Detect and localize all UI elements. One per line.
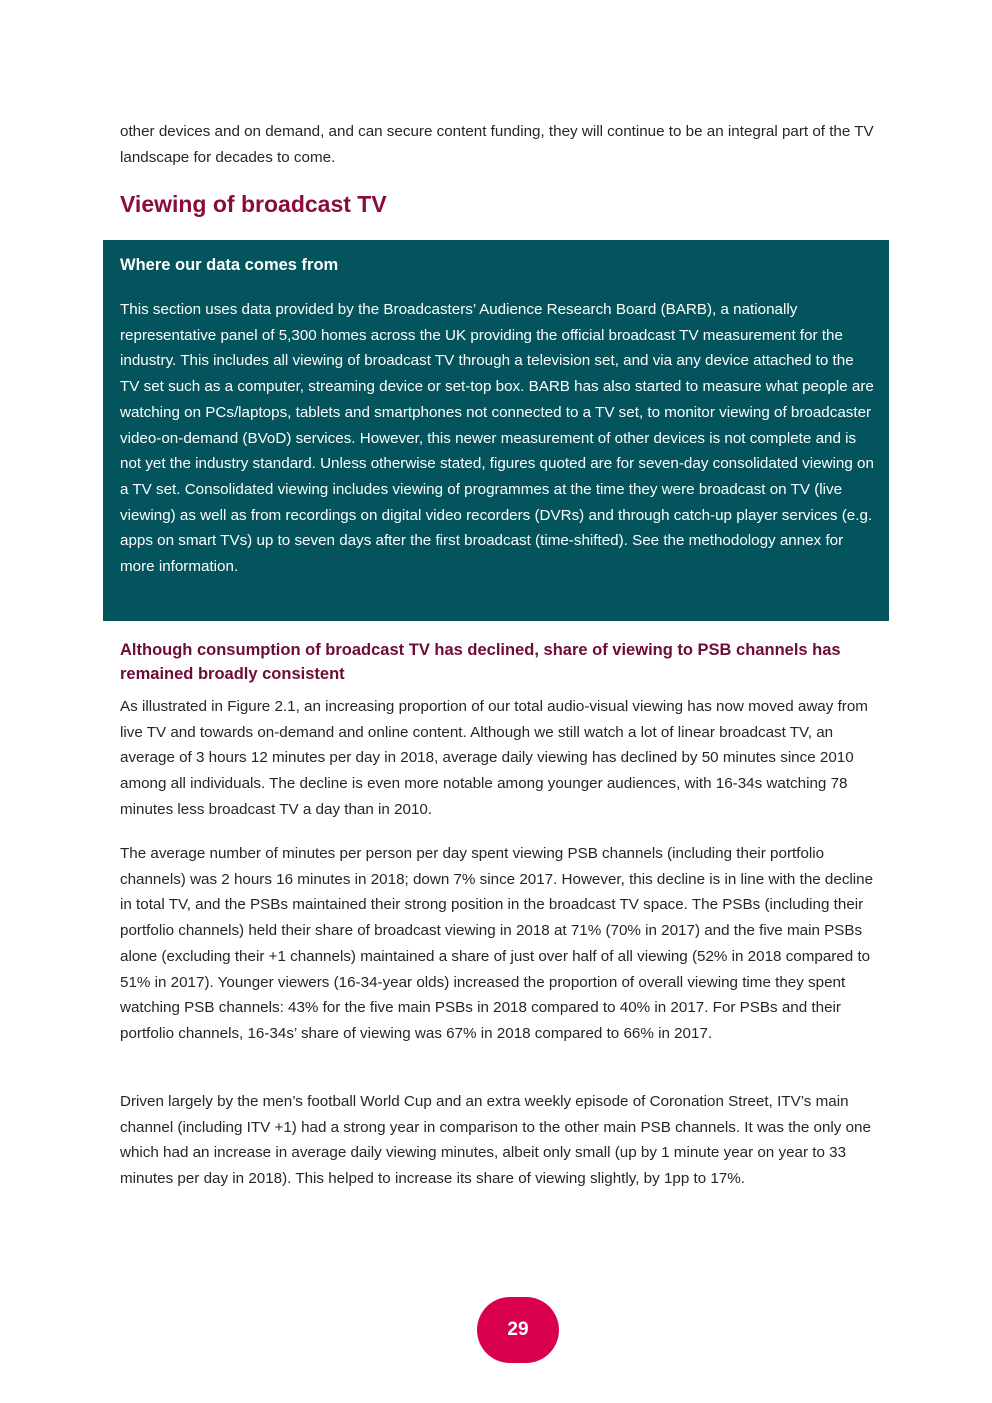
page-number-badge	[477, 1297, 559, 1363]
data-source-box-title: Where our data comes from	[120, 256, 339, 274]
section-heading: Viewing of broadcast TV	[120, 191, 387, 217]
body-paragraph: Driven largely by the men’s football World Cup and an extra weekly episode of Coronation Street, ITV’s main channel (including ITV +1) had a strong year in comparison to the other main PSB channels. It was the only one which had an increase in average daily viewing minutes, albeit only small (up by 1 minute year on year to 33 minutes per day in 2018). This helped to increase its share of viewing slightly, by 1pp to 17%.	[120, 1093, 871, 1188]
body-paragraph: As illustrated in Figure 2.1, an increasing proportion of our total audio-visual viewing has now moved away from live TV and towards on-demand and online content. Although we still watch a lot of linear broadcast TV, an average of 3 hours 12 minutes per day in 2018, average daily viewing has declined by 50 minutes since 2010 among all individuals. The decline is even more notable among younger audiences, with 16-34s watching 78 minutes less broadcast TV a day than in 2010.	[120, 698, 868, 818]
data-source-box-body: This section uses data provided by the Broadcasters’ Audience Research Board (BARB), a nationally representative panel of 5,300 homes across the UK providing the official broadcast TV measurement for the industry. This includes all viewing of broadcast TV through a television set, and via any device attached to the TV set such as a computer, streaming device or set-top box. BARB has also started to measure what people are watching on PCs/laptops, tablets and smartphones not connected to a TV set, to monitor viewing of broadcaster video-on-demand (BVoD) services. However, this newer measurement of other devices is not complete and is not yet the industry standard. Unless otherwise stated, figures quoted are for seven-day consolidated viewing on a TV set. Consolidated viewing includes viewing of programmes at the time they were broadcast on TV (live viewing) as well as from recordings on digital video recorders (DVRs) and through catch-up player services (e.g. apps on smart TVs) up to seven days after the first broadcast (time-shifted). See the methodology annex for more information.	[120, 301, 874, 576]
intro-paragraph: other devices and on demand, and can secure content funding, they will continue to be an integral part of the TV landscape for decades to come.	[120, 123, 874, 166]
data-source-box	[103, 240, 889, 621]
body-paragraph: The average number of minutes per person per day spent viewing PSB channels (including their portfolio channels) was 2 hours 16 minutes in 2018; down 7% since 2017. However, this decline is in line with the decline in total TV, and the PSBs maintained their strong position in the broadcast TV space. The PSBs (including their portfolio channels) held their share of broadcast viewing in 2018 at 71% (70% in 2017) and the five main PSBs alone (excluding their +1 channels) maintained a share of just over half of all viewing (52% in 2018 compared to 51% in 2017). Younger viewers (16-34-year olds) increased the proportion of overall viewing time they spent watching PSB channels: 43% for the five main PSBs in 2018 compared to 40% in 2017. For PSBs and their portfolio channels, 16-34s’ share of viewing was 67% in 2018 compared to 66% in 2017.	[120, 845, 874, 1042]
sub-heading: Although consumption of broadcast TV has declined, share of viewing to PSB channels has remained broadly consistent	[120, 641, 841, 683]
page-number: 29	[507, 1319, 529, 1340]
